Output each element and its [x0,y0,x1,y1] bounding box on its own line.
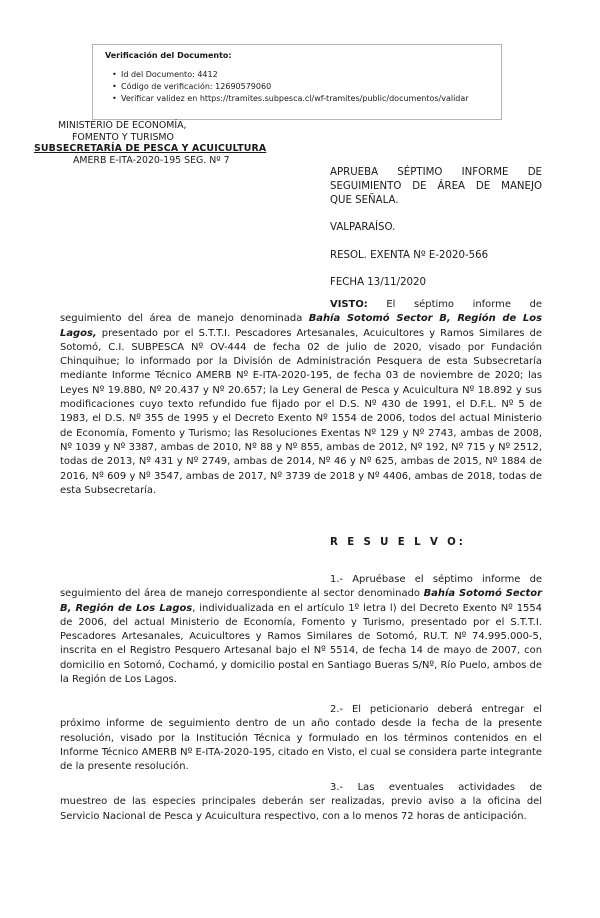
verification-box [92,44,502,120]
resolution-subject-line-3: QUE SEÑALA. [330,195,399,206]
resolution-subject-line-1: APRUEBA SÉPTIMO INFORME DE [330,167,542,178]
verification-code: • Código de verificación: 12690579060 [121,81,501,93]
article-3: 3.- Las eventuales actividades de muestreo de las especies principales deberán ser realizadas, previo aviso a la oficina del Servicio Nacional de Pesca y Acuicultura respectivo, con a lo menos 72 horas de anticipación. [60,782,542,822]
verification-list [105,69,501,105]
area-name: Bahía Sotomó Sector B, Región de Los Lagos, [60,313,542,339]
ministry-name: MINISTERIO DE ECONOMÍA, [58,120,187,131]
city: VALPARAÍSO. [330,222,396,233]
ministry-header [30,120,290,166]
resolution-number: RESOL. EXENTA Nº E-2020-566 [330,250,489,261]
verification-title: Verificación del Documento: [105,51,232,60]
resolution-date: FECHA 13/11/2020 [330,277,426,288]
visto-paragraph: VISTO: El séptimo informe de seguimiento del área de manejo denominada Bahía Sotomó Sector B, Región de Los Lagos, presentado por el S.T.T.I. Pescadores Artesanales, Acuicultores y Ramos Similares de Sotomó, C.I. SUBPESCA Nº OV-444 de fecha 02 de julio de 2020, visado por Fundación Chinquihue; lo informado por la División de Administración Pesquera de esta Subsecretaría mediante Informe Técnico AMERB Nº E-ITA-2020-195, de fecha 03 de noviembre de 2020; las Leyes Nº 19.880, Nº 20.437 y Nº 20.657; la Ley General de Pesca y Acuicultura Nº 18.892 y sus modificaciones cuyo texto refundido fue fijado por el D.S. Nº 430 de 1991, el D.F.L. Nº 5 de 1983, el D.S. Nº 355 de 1995 y el Decreto Exento Nº 1554 de 2006, todos del actual Ministerio de Economía, Fomento y Turismo; las Resoluciones Exentas Nº 129 y Nº 2743, ambas de 2008, Nº 1039 y Nº 3387, ambas de 2010, Nº 88 y Nº 855, ambas de 2012, Nº 192, Nº 715 y Nº 2512, todas de 2013, Nº 431 y Nº 2749, ambas de 2014, Nº 46 y Nº 625, ambas de 2015, Nº 1884 de 2016, Nº 609 y Nº 3547, ambas de 2017, Nº 3739 de 2018 y Nº 4406, ambas de 2018, todas de esta Subsecretaría. [60,299,542,496]
resuelvo-heading: R E S U E L V O: [330,537,466,548]
area-name-article: Bahía Sotomó Sector B, Región de Los Lagos [60,588,542,614]
subsecretaria-name: SUBSECRETARÍA DE PESCA Y ACUICULTURA [34,143,267,154]
document-id: • Id del Documento: 4412 [121,69,501,81]
resolution-subject-line-2: SEGUIMIENTO DE ÁREA DE MANEJO [330,181,542,192]
article-1: 1.- Apruébase el séptimo informe de seguimiento del área de manejo correspondiente al sector denominado Bahía Sotomó Sector B, Región de Los Lagos, individualizada en el artículo 1º letra l) del Decreto Exento Nº 1554 de 2006, del actual Ministerio de Economía, Fomento y Turismo, presentado por el S.T.T.I. Pescadores Artesanales, Acuicultores y Ramos Similares de Sotomó, RU.T. Nº 74.995.000-5, inscrita en el Registro Pesquero Artesanal bajo el Nº 5514, de fecha 14 de mayo de 2007, con domicilio en Sotomó, Cochamó, y domicilio postal en Santiago Bueras S/Nº, Río Puelo, ambos de la Región de Los Lagos. [60,574,543,686]
amerb-reference: AMERB E-ITA-2020-195 SEG. Nº 7 [73,154,230,166]
ministry-name-cont: FOMENTO Y TURISMO [72,131,174,143]
visto-label: VISTO: [330,299,368,310]
article-2: 2.- El peticionario deberá entregar el próximo informe de seguimiento dentro de un año contado desde la fecha de la presente resolución, visado por la Institución Técnica y formulado en los términos contenidos en el Informe Técnico AMERB Nº E-ITA-2020-195, citado en Visto, el cual se considera parte integrante de la presente resolución. [60,704,542,773]
verification-url[interactable]: • Verificar validez en https://tramites.subpesca.cl/wf-tramites/public/documentos/validar [121,93,501,105]
